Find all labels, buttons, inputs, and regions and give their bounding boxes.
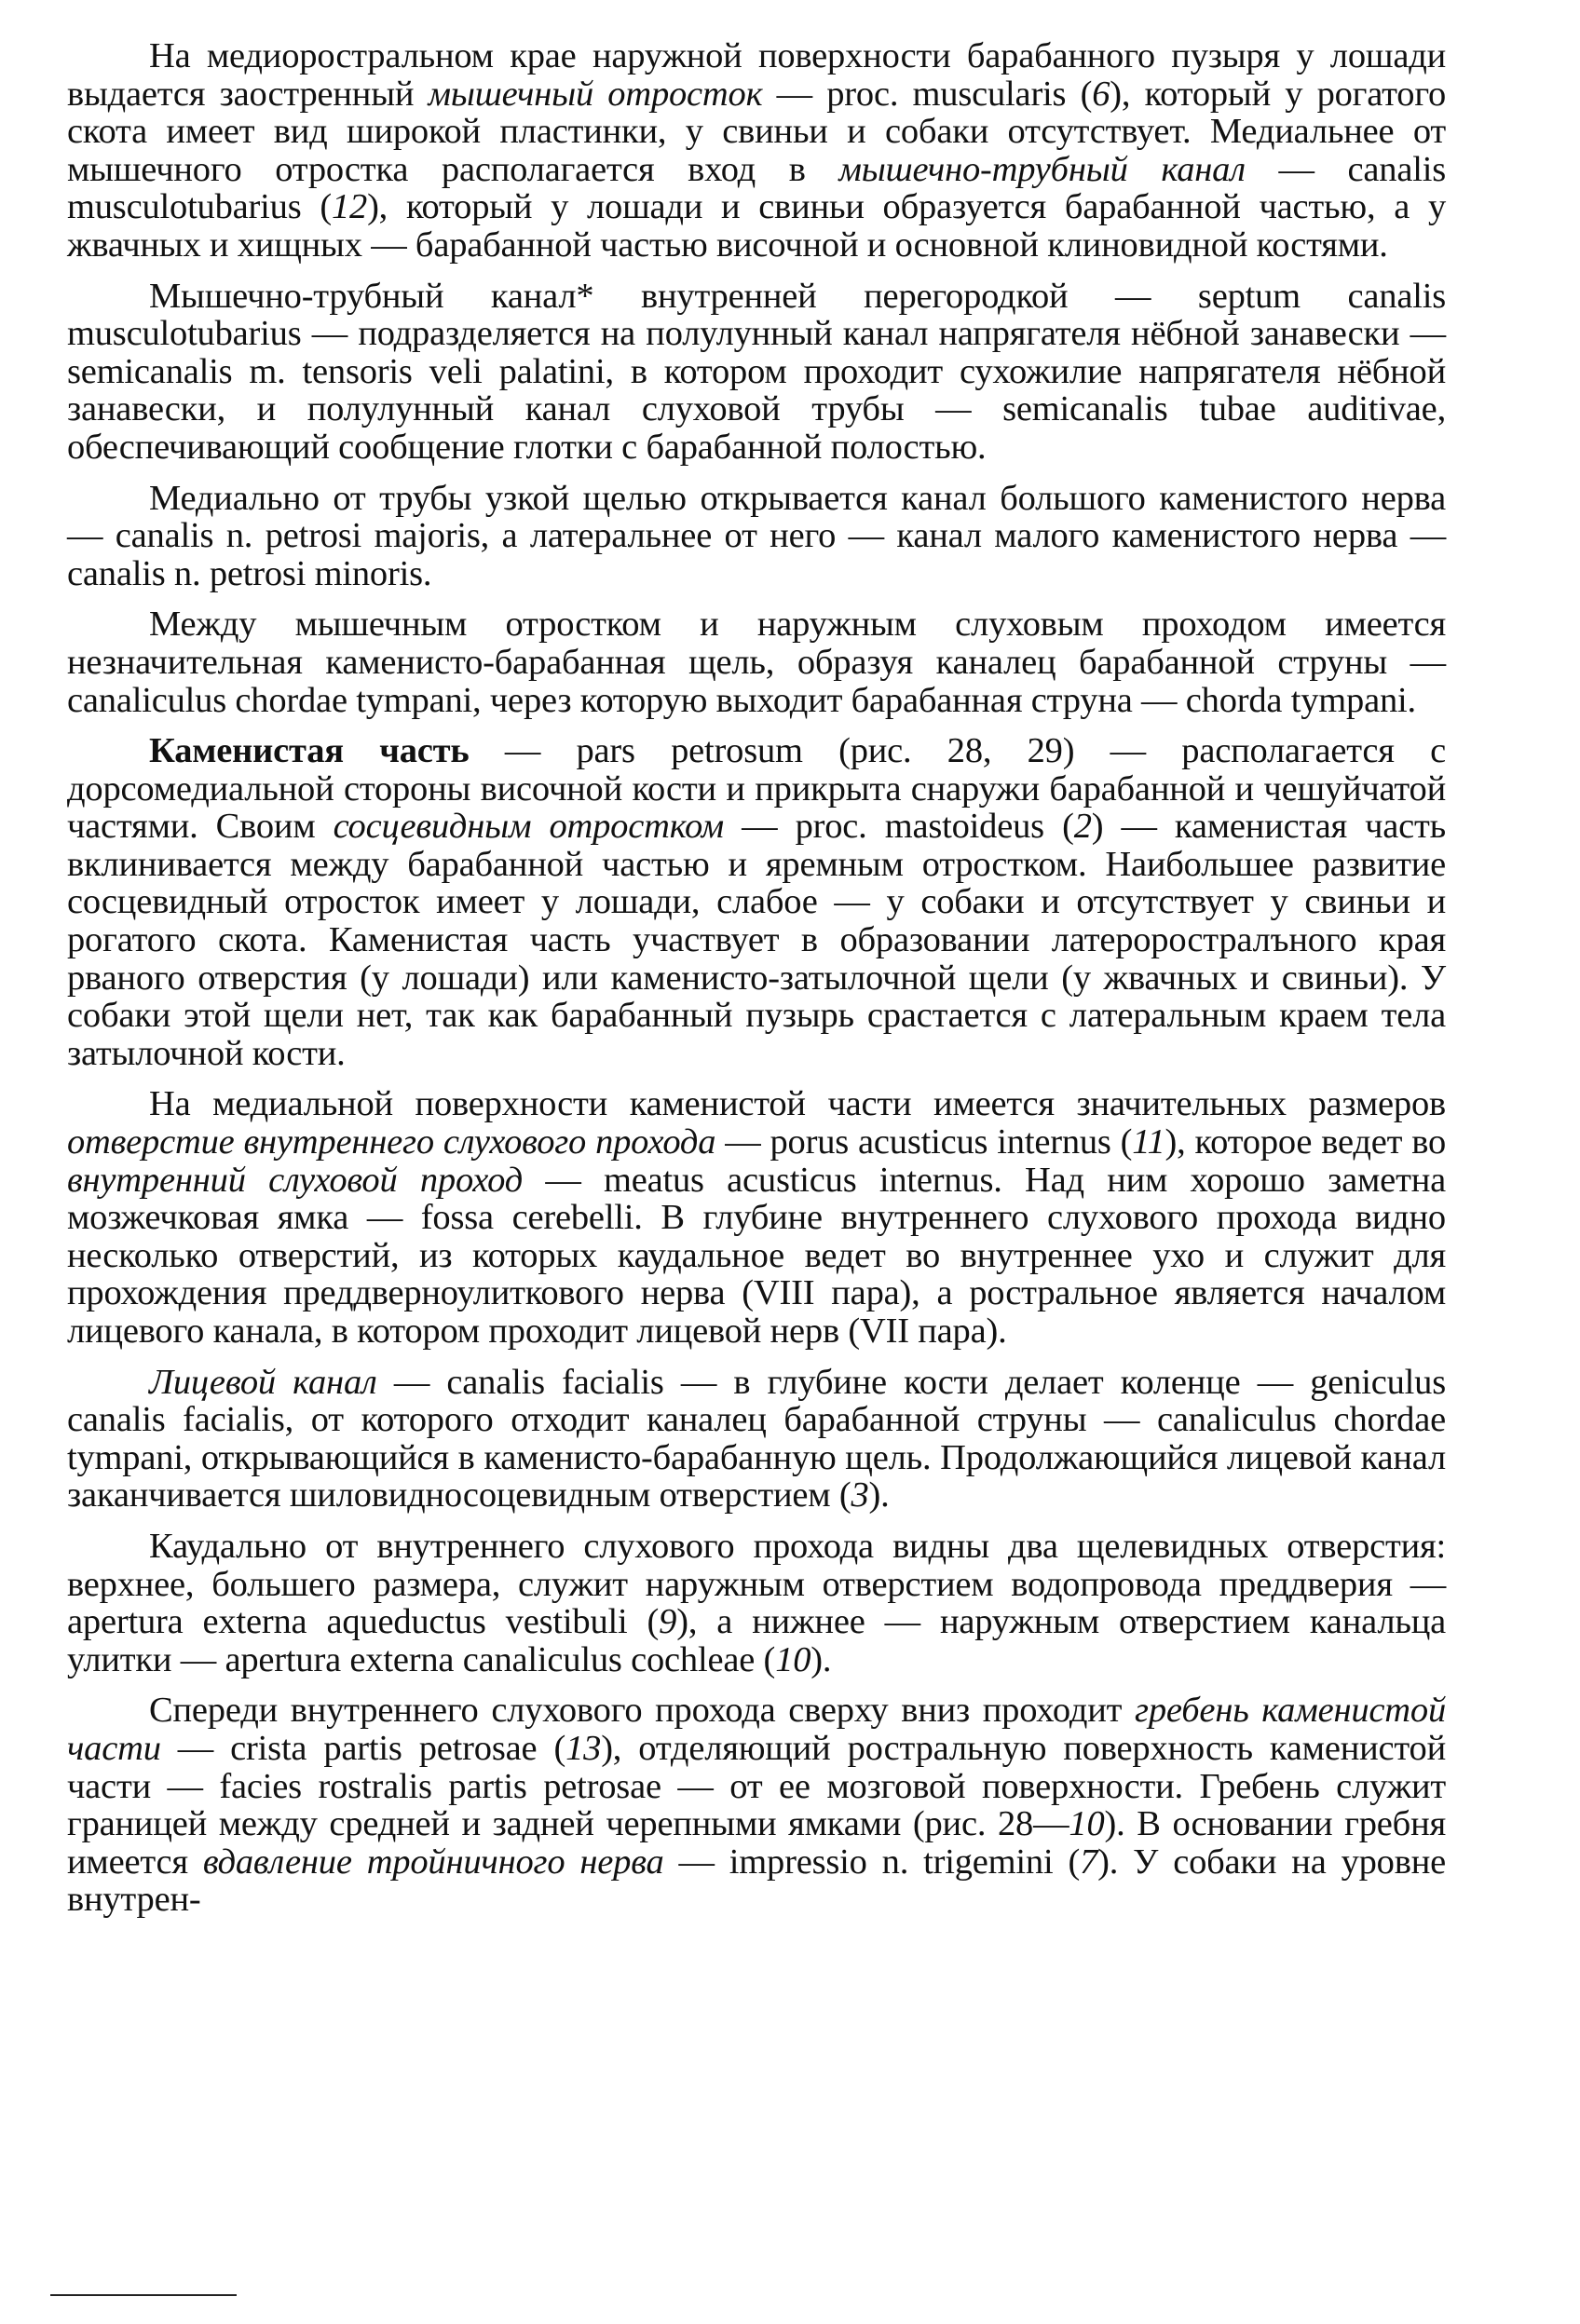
- italic-term: 13: [565, 1728, 602, 1768]
- text-run: — proc. mastoideus (: [724, 807, 1074, 847]
- italic-term: гребень каменистой части: [67, 1691, 1446, 1768]
- text-run: ).: [868, 1475, 890, 1515]
- bold-term: Каменистая часть: [149, 731, 470, 771]
- text-run: ), который у лошади и свиньи образуется барабанной частью, а у жвачных и хищных — барабанной частью височной и основной клиновидной костями.: [67, 187, 1446, 265]
- italic-term: 10: [775, 1639, 811, 1679]
- italic-term: 10: [1069, 1804, 1105, 1844]
- text-run: Каудально от внутреннего слухового прохода видны два щелевидных отверстия: верхнее, большего размера, служит наружным отверстием водопровода преддверия — apertura externa aqueductus vestibuli (: [67, 1526, 1446, 1642]
- italic-term: сосцевидным отростком: [333, 807, 725, 847]
- text-run: ). У собаки на уровне внутрен-: [67, 1842, 1447, 1920]
- italic-term: мышечный отросток: [428, 74, 763, 114]
- paragraph: [67, 732, 1446, 1072]
- text-run: ).: [810, 1639, 832, 1679]
- paragraph: [67, 480, 1446, 593]
- text-run: Спереди внутреннего слухового прохода сверху вниз проходит: [149, 1691, 1136, 1731]
- text-run: На медиоростральном крае наружной поверхности барабанного пузыря у лошади выдается заостренный: [67, 36, 1446, 114]
- paragraph: [67, 278, 1446, 467]
- text-run: ) — каменистая часть вклинивается между барабанной частью и яремным отростком. Наибольшее развитие сосцевидный отросток имеет у лошади, слабое — у собаки и отсутствует у свиньи и рогатого скота. Каменистая часть участвует в образовании латероростралъного края рваного отверстия (у лошади) или каменисто-затылочной щели (у жвачных и свиньи). У собаки этой щели нет, так как барабанный пузырь срастается с латеральным краем тела затылочной кости.: [67, 807, 1447, 1073]
- text-run: ), который у рогатого скота имеет вид широкой пластинки, у свиньи и собаки отсутствует. Медиальнее от мышечного отростка располагается вход в: [67, 74, 1447, 189]
- italic-term: 3: [851, 1475, 869, 1515]
- italic-term: Лицевой канал: [149, 1362, 377, 1402]
- text-run: — canalis facialis — в глубине кости делает коленце — geniculus canalis facialis, от которого отходит каналец барабанной струны — canaliculus chordae tympani, открывающийся в каменисто-барабанную щель. Продолжающийся лицевой канал заканчивается шиловидносоцевидным отверстием (: [67, 1362, 1446, 1515]
- italic-term: 11: [1132, 1122, 1165, 1162]
- italic-term: вдавление тройничного нерва: [202, 1842, 664, 1882]
- italic-term: 9: [659, 1602, 677, 1642]
- paragraph: [67, 37, 1446, 265]
- text-run: ). В основании гребня имеется: [67, 1804, 1446, 1882]
- italic-term: внутренний слуховой проход: [67, 1160, 523, 1200]
- paragraph: [67, 1085, 1446, 1350]
- text-run: — meatus acusticus internus. Над ним хорошо заметна мозжечковая ямка — fossa cerebelli. В глубине внутреннего слухового прохода видно несколько отверстий, из которых каудальное ведет во внутреннее ухо и служит для прохождения преддверноулиткового нерва (VIII пара), а ростральное является началом лицевого канала, в котором проходит лицевой нерв (VII пара).: [67, 1160, 1446, 1351]
- paragraph: [67, 605, 1446, 719]
- text-run: — pars petrosum (рис. 28, 29) — располагается с дорсомедиальной стороны височной кости и прикрыта снаружи барабанной и чешуйчатой частями. Своим: [67, 731, 1446, 847]
- text-run: — canalis musculotubarius (: [67, 149, 1446, 227]
- italic-term: 12: [331, 187, 368, 227]
- text-run: Медиально от трубы узкой щелью открывается канал большого каменистого нерва — canalis n. petrosi majoris, а латеральнее от него — канал малого каменистого нерва — canalis n. petrosi minoris.: [67, 478, 1446, 593]
- text-run: — proc. muscularis (: [762, 74, 1093, 114]
- text-run: ), которое ведет во: [1165, 1122, 1446, 1162]
- text-run: — crista partis petrosae (: [160, 1728, 566, 1768]
- text-run: На медиальной поверхности каменистой части имеется значительных размеров: [149, 1084, 1446, 1124]
- text-run: Мышечно-трубный канал* внутренней перегородкой — septum canalis musculotubarius — подразделяется на полулунный канал напрягателя нёбной занавески — semicanalis m. tensoris veli palatini, в котором проходит сухожилие напрягателя нёбной занавески, и полулунный канал слуховой трубы — semicanalis tubae auditivae, обеспечивающий сообщение глотки с барабанной полостью.: [67, 276, 1446, 467]
- italic-term: 7: [1080, 1842, 1098, 1882]
- text-run: ), а нижнее — наружным отверстием канальца улитки — apertura externa canaliculus cochleae (: [67, 1602, 1446, 1679]
- footnote-divider: [50, 2294, 237, 2296]
- text-run: — impressio n. trigemini (: [663, 1842, 1081, 1882]
- italic-term: мышечно-трубный канал: [838, 149, 1246, 189]
- page-body: [67, 37, 1446, 1932]
- italic-term: отверстие внутреннего слухового прохода: [67, 1122, 716, 1162]
- paragraph: [67, 1528, 1446, 1678]
- italic-term: 6: [1092, 74, 1110, 114]
- paragraph: [67, 1692, 1446, 1919]
- text-run: Между мышечным отростком и наружным слуховым проходом имеется незначительная каменисто-барабанная щель, образуя каналец барабанной струны — canaliculus chordae tympani, через которую выходит барабанная струна — chorda tympani.: [67, 605, 1446, 720]
- text-run: ), отделяющий ростральную поверхность каменистой части — facies rostralis partis petrosae — от ее мозговой поверхности. Гребень служит границей между средней и задней черепными ямками (рис. 28—: [67, 1728, 1446, 1844]
- paragraph: [67, 1364, 1446, 1515]
- text-run: — porus acusticus internus (: [715, 1122, 1133, 1162]
- italic-term: 2: [1073, 807, 1092, 847]
